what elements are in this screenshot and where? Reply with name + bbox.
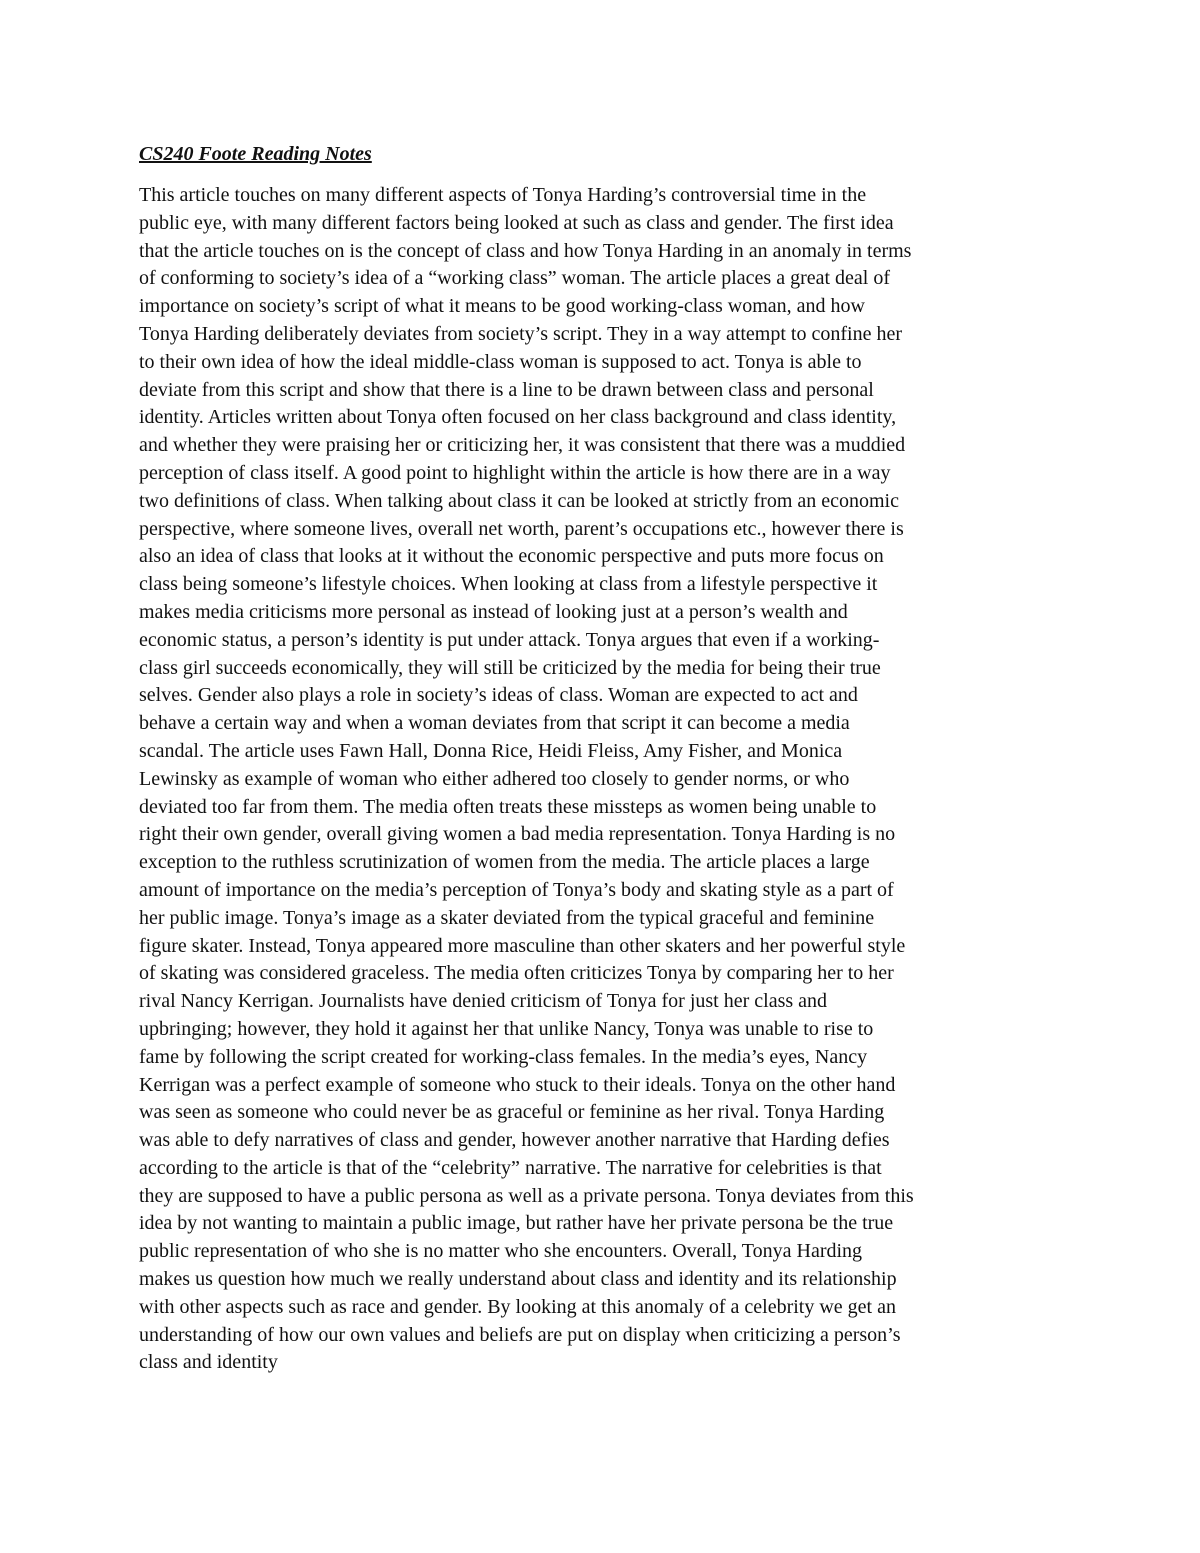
body-text-line: deviate from this script and show that there is a line to be drawn between class and personal (139, 378, 874, 401)
body-text-line: Tonya Harding deliberately deviates from society’s script. They in a way attempt to confine her (139, 322, 902, 345)
body-text-line: they are supposed to have a public persona as well as a private persona. Tonya deviates from this (139, 1184, 914, 1207)
body-text-line: identity. Articles written about Tonya often focused on her class background and class identity, (139, 406, 897, 429)
body-text-line: rival Nancy Kerrigan. Journalists have denied criticism of Tonya for just her class and (139, 990, 828, 1013)
body-text-line: of skating was considered graceless. The media often criticizes Tonya by comparing her to her (139, 962, 894, 985)
body-text-line: idea by not wanting to maintain a public image, but rather have her private persona be the true (139, 1212, 894, 1235)
body-text-line: economic status, a person’s identity is put under attack. Tonya argues that even if a working- (139, 628, 880, 651)
body-text-line: also an idea of class that looks at it without the economic perspective and puts more focus on (139, 545, 884, 568)
body-text-line: understanding of how our own values and beliefs are put on display when criticizing a person’s (139, 1323, 901, 1346)
body-text-line: was able to defy narratives of class and gender, however another narrative that Harding defies (139, 1129, 890, 1152)
body-text-line: her public image. Tonya’s image as a skater deviated from the typical graceful and feminine (139, 906, 875, 929)
body-text-line: selves. Gender also plays a role in society’s ideas of class. Woman are expected to act and (139, 684, 858, 707)
body-text-line: importance on society’s script of what it means to be good working-class woman, and how (139, 295, 865, 318)
body-text-line: two definitions of class. When talking about class it can be looked at strictly from an economic (139, 489, 899, 512)
body-text-line: fame by following the script created for working-class females. In the media’s eyes, Nancy (139, 1045, 868, 1068)
body-text-line: of conforming to society’s idea of a “working class” woman. The article places a great deal of (139, 267, 891, 290)
body-text-line: public representation of who she is no matter who she encounters. Overall, Tonya Harding (139, 1240, 863, 1263)
body-text-line: behave a certain way and when a woman deviates from that script it can become a media (139, 712, 850, 735)
body-text-line: right their own gender, overall giving women a bad media representation. Tonya Harding is no (139, 823, 896, 846)
body-text-line: This article touches on many different aspects of Tonya Harding’s controversial time in the (139, 184, 867, 206)
document-title: CS240 Foote Reading Notes (139, 143, 372, 165)
body-text-line: to their own idea of how the ideal middle-class woman is supposed to act. Tonya is able to (139, 350, 862, 373)
body-text-line: figure skater. Instead, Tonya appeared more masculine than other skaters and her powerful style (139, 934, 906, 957)
body-text-line: perception of class itself. A good point to highlight within the article is how there are in a way (139, 461, 891, 484)
body-text-line: Kerrigan was a perfect example of someone who stuck to their ideals. Tonya on the other hand (139, 1073, 896, 1096)
body-text-line: class and identity (139, 1351, 278, 1374)
body-text-line: public eye, with many different factors being looked at such as class and gender. The first idea (139, 211, 894, 234)
document-body (139, 182, 1069, 1377)
body-text-line: perspective, where someone lives, overall net worth, parent’s occupations etc., however there is (139, 517, 904, 540)
body-text-line: deviated too far from them. The media often treats these missteps as women being unable to (139, 795, 877, 818)
body-text-line: exception to the ruthless scrutinization of women from the media. The article places a large (139, 851, 870, 874)
body-text-line: class girl succeeds economically, they will still be criticized by the media for being their true (139, 656, 881, 679)
body-text-line: amount of importance on the media’s perception of Tonya’s body and skating style as a part of (139, 878, 894, 901)
body-text-line: that the article touches on is the concept of class and how Tonya Harding in an anomaly in terms (139, 239, 912, 262)
body-text-line: upbringing; however, they hold it against her that unlike Nancy, Tonya was unable to rise to (139, 1017, 874, 1040)
body-text-line: makes us question how much we really understand about class and identity and its relationship (139, 1268, 897, 1291)
body-text-line: Lewinsky as example of woman who either adhered too closely to gender norms, or who (139, 767, 850, 790)
body-text-line: and whether they were praising her or criticizing her, it was consistent that there was a muddied (139, 434, 906, 457)
body-text-line: makes media criticisms more personal as instead of looking just at a person’s wealth and (139, 600, 848, 623)
body-text-line: scandal. The article uses Fawn Hall, Donna Rice, Heidi Fleiss, Amy Fisher, and Monica (139, 739, 843, 762)
body-text-line: was seen as someone who could never be as graceful or feminine as her rival. Tonya Harding (139, 1101, 885, 1124)
body-text-line: with other aspects such as race and gender. By looking at this anomaly of a celebrity we get an (139, 1295, 896, 1318)
body-text-line: according to the article is that of the “celebrity” narrative. The narrative for celebrities is that (139, 1156, 882, 1179)
document-content (139, 140, 1069, 1377)
body-text-line: class being someone’s lifestyle choices. When looking at class from a lifestyle perspective it (139, 573, 878, 596)
